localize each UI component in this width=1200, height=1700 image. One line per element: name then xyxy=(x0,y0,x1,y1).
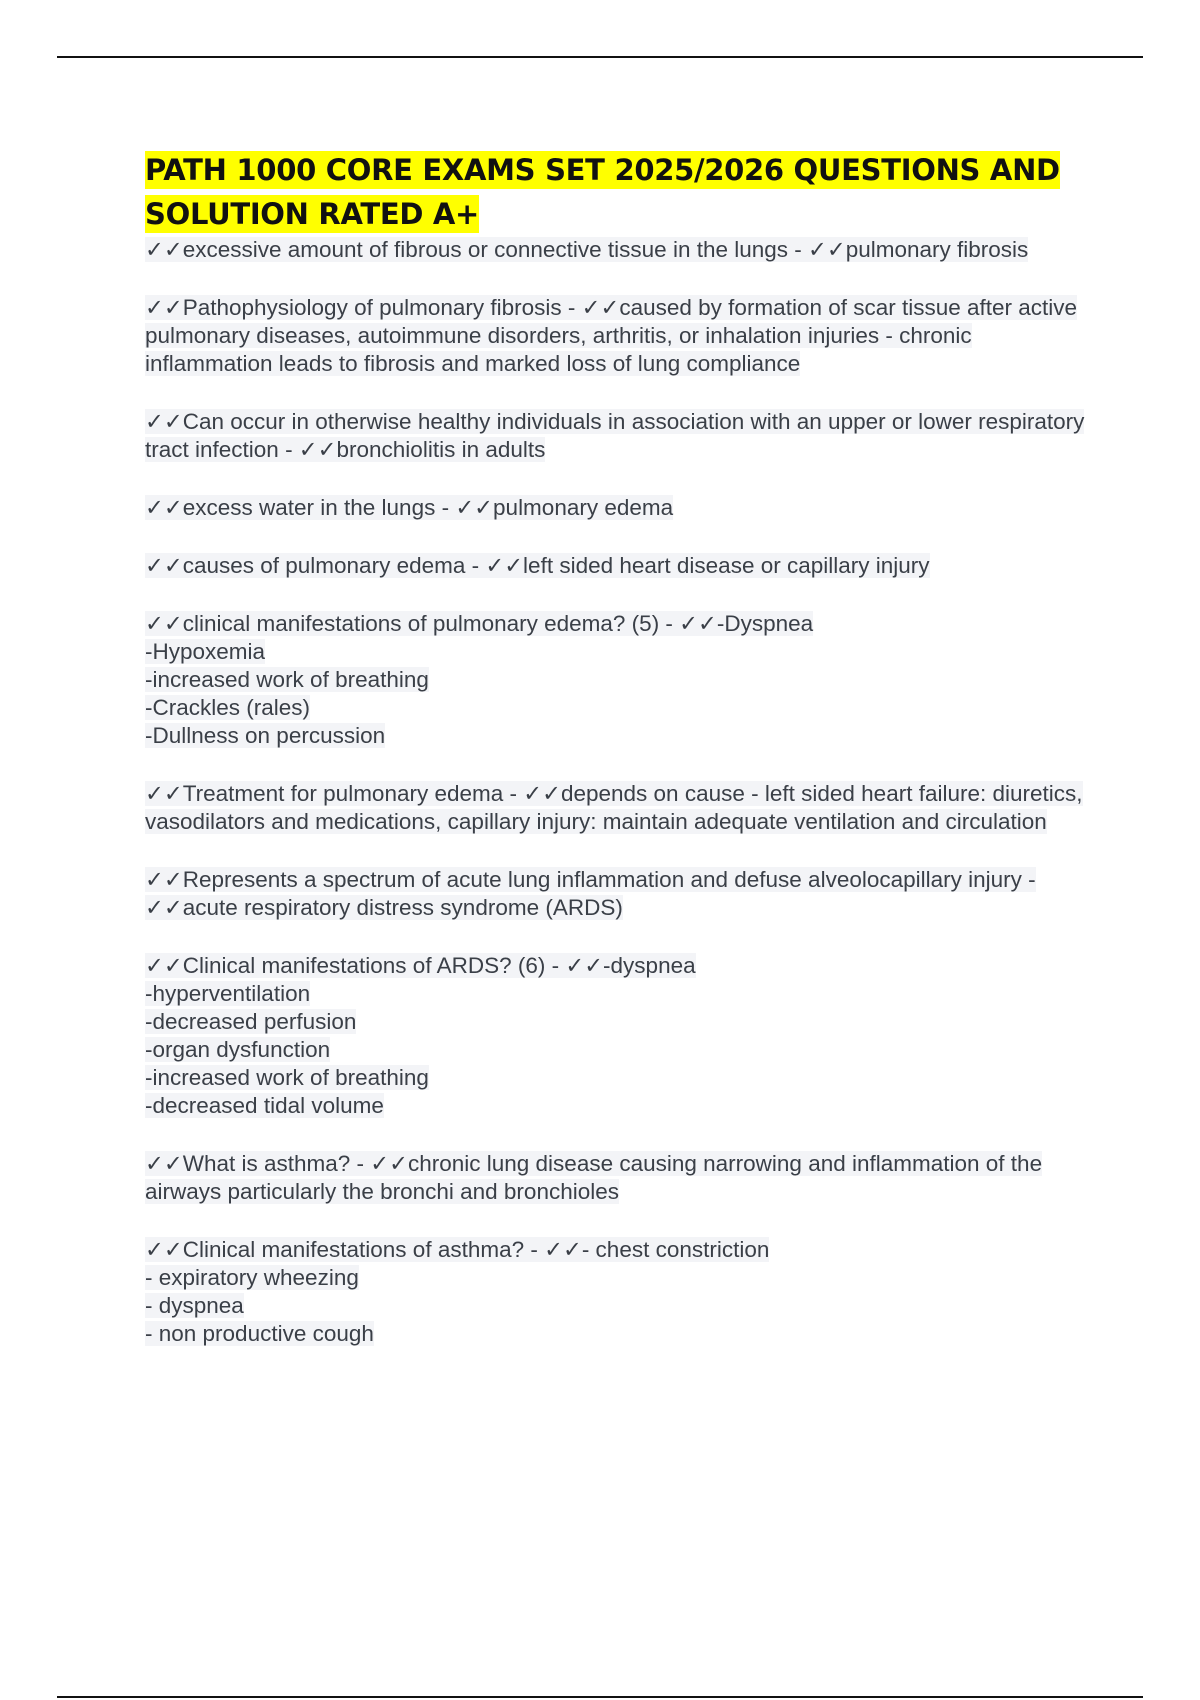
qa-text-run: ✓✓Clinical manifestations of ARDS? (6) - ✓✓-dyspnea xyxy=(145,953,696,978)
qa-entry xyxy=(145,494,1095,522)
title-highlight: PATH 1000 CORE EXAMS SET 2025/2026 QUESTIONS AND SOLUTION RATED A+ xyxy=(145,153,1060,231)
qa-entry xyxy=(145,236,1095,264)
qa-text xyxy=(145,236,1095,264)
qa-answer-item-text: -increased work of breathing xyxy=(145,667,429,692)
qa-answer-list xyxy=(145,1264,1095,1348)
qa-entry xyxy=(145,1150,1095,1206)
qa-answer-item xyxy=(145,638,1095,666)
qa-entry xyxy=(145,294,1095,378)
qa-list xyxy=(145,236,1095,1348)
qa-answer-item-text: - dyspnea xyxy=(145,1293,244,1318)
qa-answer-item-text: -decreased perfusion xyxy=(145,1009,357,1034)
qa-text xyxy=(145,780,1095,836)
qa-answer-item-text: - non productive cough xyxy=(145,1321,374,1346)
qa-answer-item xyxy=(145,1036,1095,1064)
qa-text-run: ✓✓What is asthma? - ✓✓chronic lung disease causing narrowing and inflammation of the airways particularly the bronchi and bronchioles xyxy=(145,1151,1043,1204)
qa-answer-item-text: -Crackles (rales) xyxy=(145,695,311,720)
qa-answer-item xyxy=(145,1064,1095,1092)
qa-answer-list xyxy=(145,638,1095,750)
qa-answer-item xyxy=(145,1092,1095,1120)
qa-answer-item xyxy=(145,1320,1095,1348)
qa-text-run: ✓✓Treatment for pulmonary edema - ✓✓depends on cause - left sided heart failure: diuretics, vasodilators and medications, capillary injury: maintain adequate ventilation and circulation xyxy=(145,781,1083,834)
qa-text xyxy=(145,610,1095,638)
qa-text-run: ✓✓Can occur in otherwise healthy individuals in association with an upper or lower respiratory tract infection - ✓✓bronchiolitis in adults xyxy=(145,409,1085,462)
qa-answer-item-text: -Dullness on percussion xyxy=(145,723,386,748)
qa-entry xyxy=(145,952,1095,1120)
qa-entry xyxy=(145,610,1095,750)
qa-text-run: ✓✓Clinical manifestations of asthma? - ✓✓- chest constriction xyxy=(145,1237,770,1262)
qa-text-run: ✓✓excessive amount of fibrous or connective tissue in the lungs - ✓✓pulmonary fibrosis xyxy=(145,237,1029,262)
document-title xyxy=(145,148,1095,236)
qa-answer-item-text: -increased work of breathing xyxy=(145,1065,429,1090)
qa-text-run: ✓✓causes of pulmonary edema - ✓✓left sided heart disease or capillary injury xyxy=(145,553,930,578)
qa-answer-item-text: -organ dysfunction xyxy=(145,1037,331,1062)
qa-entry xyxy=(145,408,1095,464)
qa-answer-item xyxy=(145,1008,1095,1036)
qa-answer-item xyxy=(145,1264,1095,1292)
qa-answer-item xyxy=(145,1292,1095,1320)
qa-text xyxy=(145,294,1095,378)
qa-answer-item-text: -decreased tidal volume xyxy=(145,1093,384,1118)
qa-answer-item xyxy=(145,666,1095,694)
qa-entry xyxy=(145,552,1095,580)
qa-answer-item-text: - expiratory wheezing xyxy=(145,1265,359,1290)
qa-text xyxy=(145,494,1095,522)
qa-text-run: ✓✓clinical manifestations of pulmonary edema? (5) - ✓✓-Dyspnea xyxy=(145,611,814,636)
qa-answer-item-text: -hyperventilation xyxy=(145,981,311,1006)
qa-answer-item xyxy=(145,722,1095,750)
qa-answer-list xyxy=(145,980,1095,1120)
qa-answer-item xyxy=(145,694,1095,722)
qa-answer-item-text: -Hypoxemia xyxy=(145,639,266,664)
qa-text xyxy=(145,1236,1095,1264)
qa-text xyxy=(145,952,1095,980)
qa-entry xyxy=(145,780,1095,836)
qa-entry xyxy=(145,866,1095,922)
qa-text xyxy=(145,408,1095,464)
document-body xyxy=(145,148,1095,1378)
qa-entry xyxy=(145,1236,1095,1348)
header-rule xyxy=(57,56,1143,58)
qa-answer-item xyxy=(145,980,1095,1008)
footer-rule xyxy=(57,1696,1143,1698)
qa-text-run: ✓✓Represents a spectrum of acute lung inflammation and defuse alveolocapillary injury - ✓✓acute respiratory distress syndrome (ARDS) xyxy=(145,867,1036,920)
qa-text-run: ✓✓Pathophysiology of pulmonary fibrosis - ✓✓caused by formation of scar tissue after active pulmonary diseases, autoimmune disorders, arthritis, or inhalation injuries - chronic inflammation leads to fibrosis and marked loss of lung compliance xyxy=(145,295,1078,376)
qa-text xyxy=(145,866,1095,922)
qa-text-run: ✓✓excess water in the lungs - ✓✓pulmonary edema xyxy=(145,495,674,520)
qa-text xyxy=(145,552,1095,580)
qa-text xyxy=(145,1150,1095,1206)
